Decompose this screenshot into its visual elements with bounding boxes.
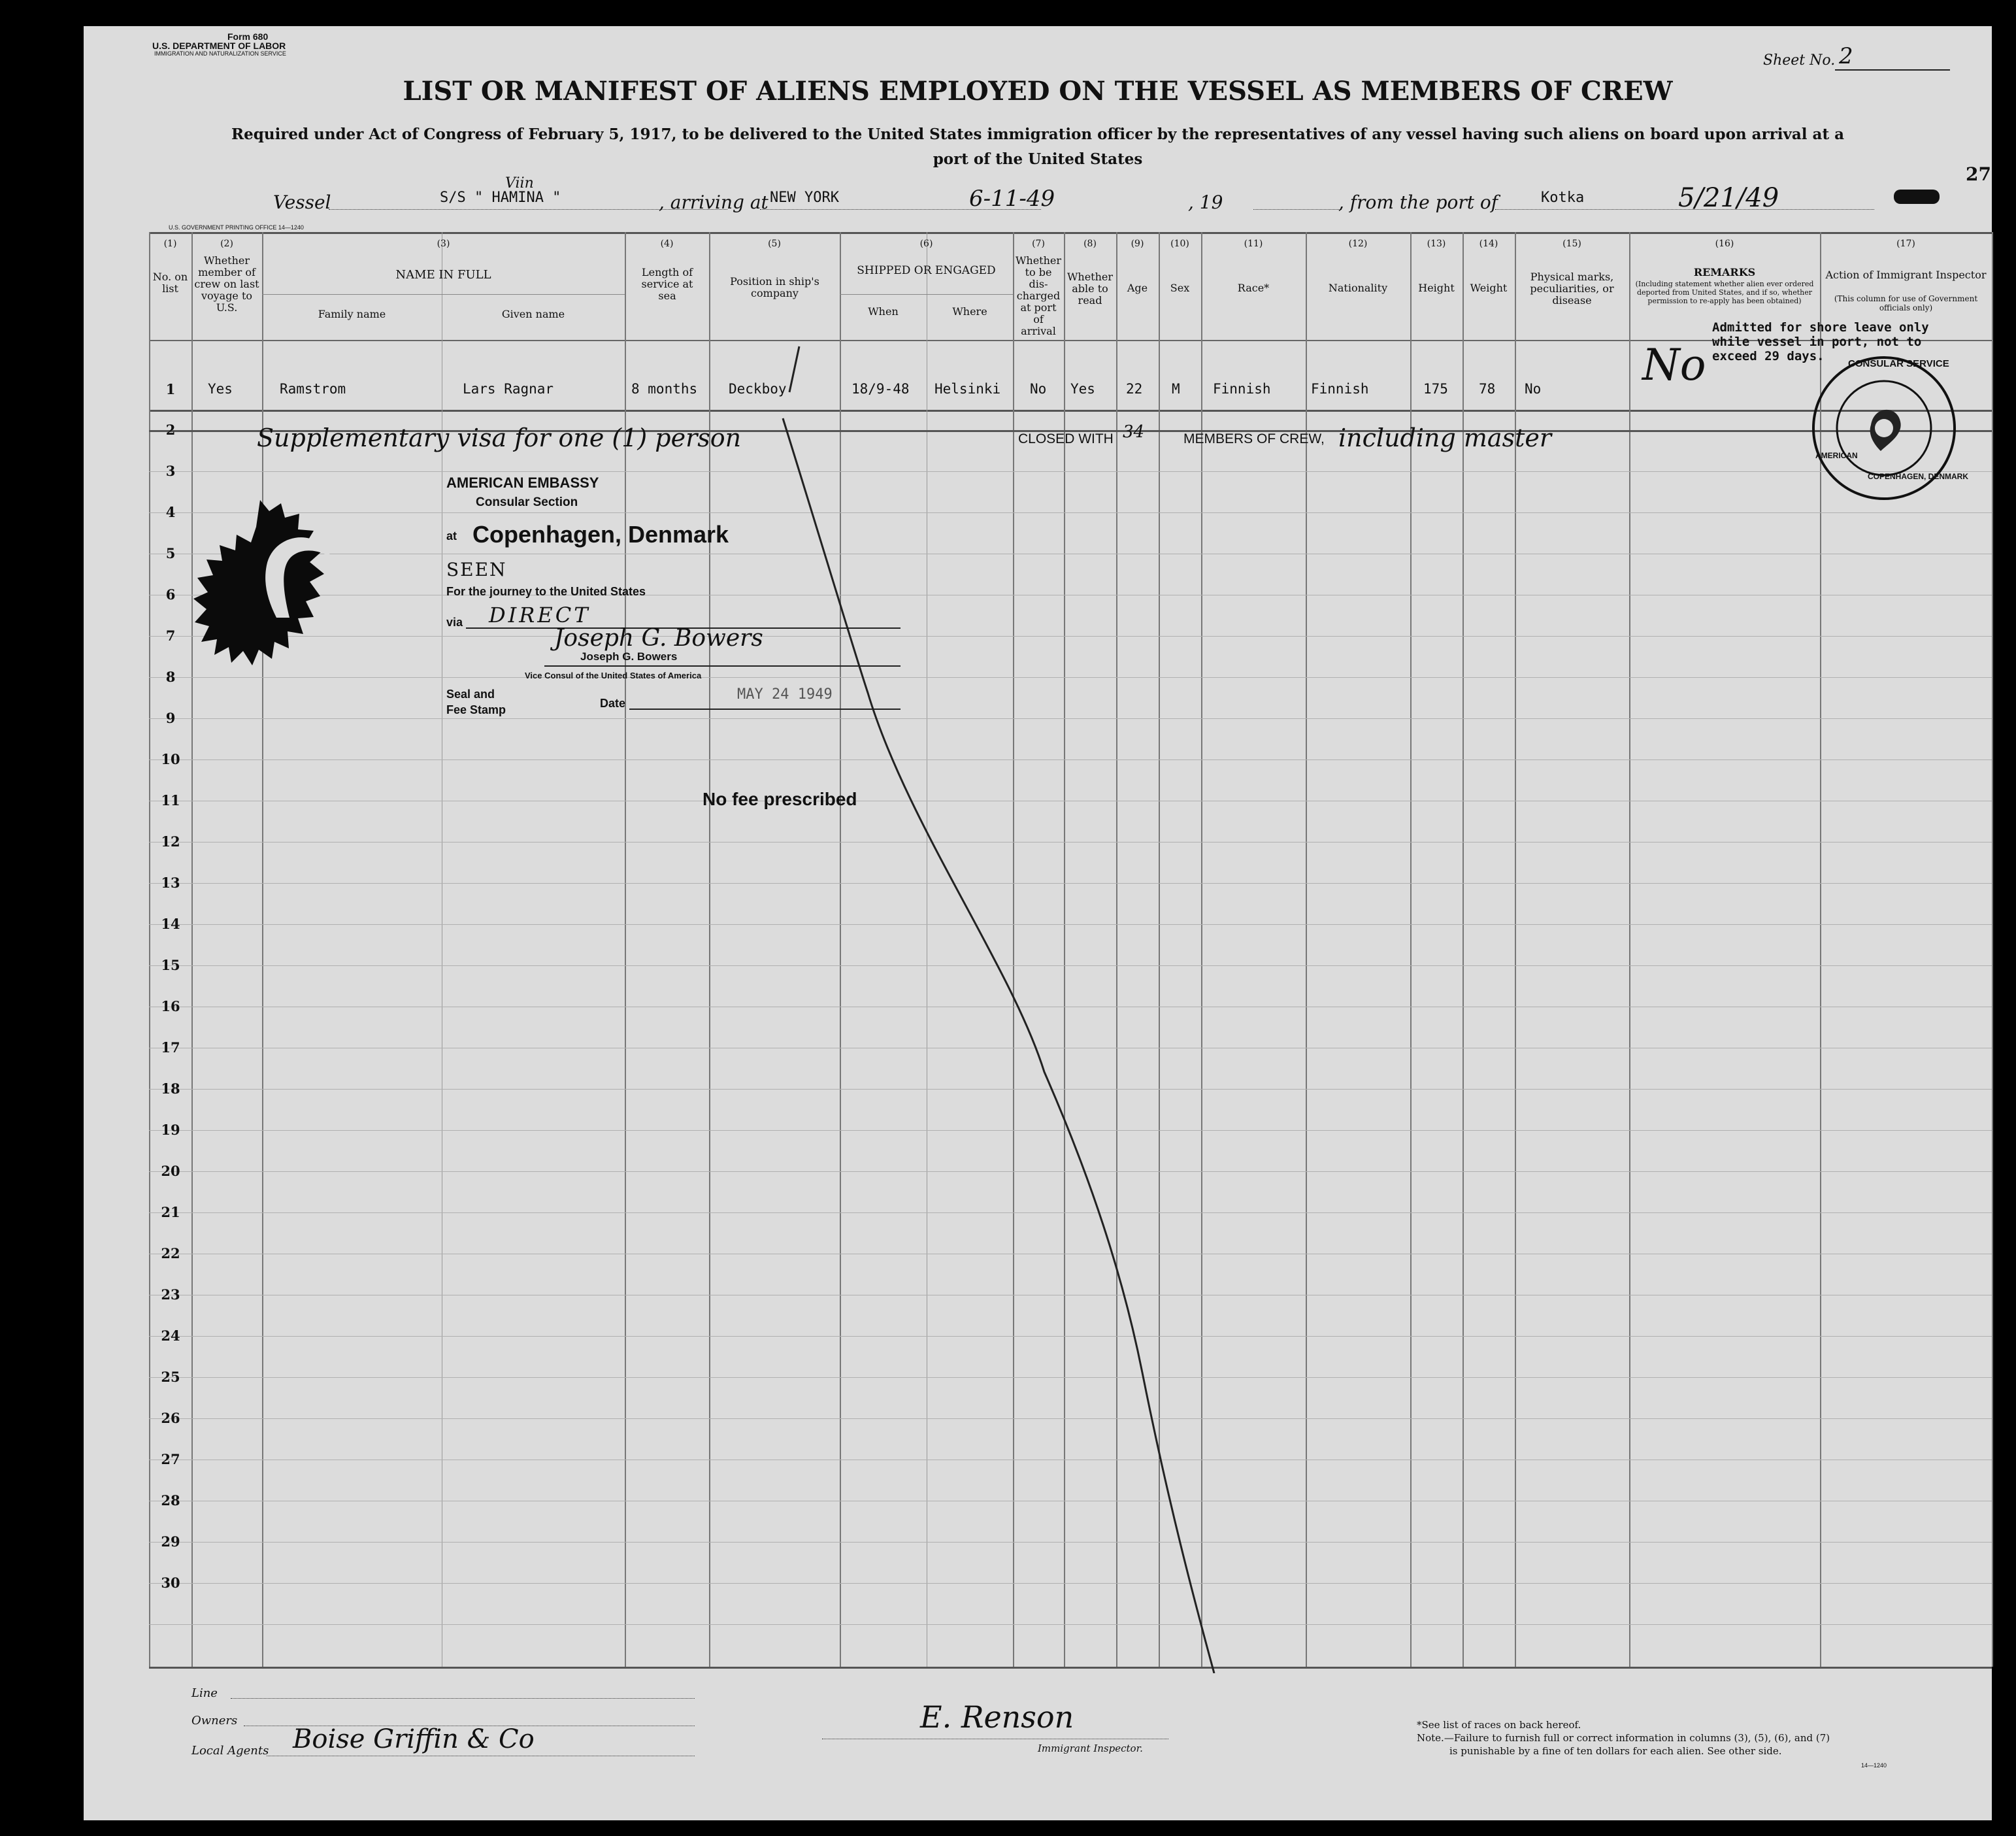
header-able-to-read: Whether able to read bbox=[1066, 271, 1114, 307]
row-number: 6 bbox=[165, 586, 176, 603]
header-given-name: Given name bbox=[501, 308, 565, 320]
cell-shipped-where: Helsinki bbox=[934, 381, 1001, 397]
consul-signature: Joseph G. Bowers bbox=[554, 625, 763, 652]
service-name: IMMIGRATION AND NATURALIZATION SERVICE bbox=[154, 50, 286, 57]
stamp-date: MAY 24 1949 bbox=[737, 686, 833, 703]
subtitle-line-2: port of the United States bbox=[933, 150, 1143, 168]
seal-text-right: COPENHAGEN, DENMARK bbox=[1868, 472, 1969, 481]
action-note-line-2: while vessel in port, not to bbox=[1712, 335, 1922, 349]
printing-office: U.S. GOVERNMENT PRINTING OFFICE 14—1240 bbox=[169, 224, 304, 231]
row-number: 25 bbox=[161, 1369, 180, 1385]
col-number: (11) bbox=[1244, 239, 1263, 249]
form-code: 14—1240 bbox=[1861, 1762, 1887, 1769]
seal-label-1: Seal and bbox=[446, 688, 495, 701]
manifest-sheet bbox=[84, 26, 1992, 1820]
header-when: When bbox=[868, 305, 899, 318]
seal-label-2: Fee Stamp bbox=[446, 703, 506, 716]
header-weight: Weight bbox=[1470, 282, 1508, 294]
stamp-at-label: at bbox=[446, 529, 457, 542]
department: U.S. DEPARTMENT OF LABOR bbox=[152, 41, 286, 51]
row-number: 15 bbox=[161, 957, 180, 973]
header-family-name: Family name bbox=[318, 308, 386, 320]
row-number: 4 bbox=[165, 504, 176, 520]
vessel-name: S/S " HAMINA " bbox=[440, 190, 561, 206]
header-crew-member: Whether member of crew on last voyage to U.S. bbox=[194, 254, 259, 314]
no-fee-note: No fee prescribed bbox=[702, 789, 857, 809]
col-number: (10) bbox=[1170, 239, 1189, 249]
col-number: (5) bbox=[768, 239, 781, 249]
footnote-penalty-2: is punishable by a fine of ten dollars for each alien. See other side. bbox=[1449, 1745, 1782, 1757]
cell-physical-marks: No bbox=[1525, 381, 1542, 397]
cell-height: 175 bbox=[1423, 381, 1448, 397]
cell-age: 22 bbox=[1126, 381, 1143, 397]
row-number: 30 bbox=[161, 1575, 180, 1591]
cell-given-name: Lars Ragnar bbox=[463, 381, 554, 397]
row-number: 24 bbox=[161, 1327, 180, 1344]
row-number: 14 bbox=[161, 916, 180, 932]
arrival-date: 6-11-49 bbox=[969, 186, 1055, 212]
header-sex: Sex bbox=[1170, 282, 1190, 294]
cell-shipped-when: 18/9-48 bbox=[851, 381, 910, 397]
sheet-number: 2 bbox=[1835, 43, 1950, 71]
col-number: (3) bbox=[437, 239, 450, 249]
closed-with-stamp: CLOSED WITH bbox=[1018, 431, 1114, 446]
subtitle-line-1: Required under Act of Congress of February 5, 1917, to be delivered to the United States immigration officer by the representatives of any vessel having such aliens on board upon arrival at a bbox=[231, 125, 1844, 143]
footer-owners-label: Owners bbox=[191, 1714, 238, 1728]
local-agents-signature: Boise Griffin & Co bbox=[293, 1724, 535, 1754]
col-number: (16) bbox=[1715, 239, 1734, 249]
consul-typed-name: Joseph G. Bowers bbox=[580, 650, 678, 663]
footer-agents-label: Local Agents bbox=[191, 1744, 269, 1758]
row-number: 7 bbox=[165, 627, 176, 644]
header-where: Where bbox=[952, 305, 987, 318]
footnote-penalty-1: Note.—Failure to furnish full or correct information in columns (3), (5), (6), and (7) bbox=[1417, 1732, 1830, 1744]
row-number: 10 bbox=[161, 751, 180, 767]
via-label: via bbox=[446, 616, 463, 629]
header-remarks-note: (Including statement whether alien ever ordered deported from United States, and if so, whether permission to re-apply has been obtained) bbox=[1635, 280, 1814, 305]
supplementary-visa-note: Supplementary visa for one (1) person bbox=[257, 424, 742, 452]
cell-remarks-handwritten: No bbox=[1642, 340, 1706, 390]
ink-blot bbox=[1894, 190, 1940, 204]
row-number: 2 bbox=[165, 422, 176, 438]
embassy-city: Copenhagen, Denmark bbox=[472, 521, 729, 548]
cell-sex: M bbox=[1172, 381, 1180, 397]
form-number: Form 680 bbox=[227, 31, 269, 42]
cell-nationality: Finnish bbox=[1311, 381, 1369, 397]
header-shipped-or-engaged: SHIPPED OR ENGAGED bbox=[857, 264, 996, 277]
seal-text-top: CONSULAR SERVICE bbox=[1848, 358, 1949, 369]
row-number: 18 bbox=[161, 1080, 180, 1097]
consular-section: Consular Section bbox=[476, 495, 578, 509]
row-number: 9 bbox=[165, 710, 176, 726]
via-value: DIRECT bbox=[489, 603, 591, 627]
closed-count: 34 bbox=[1123, 422, 1145, 442]
cell-crew-member: Yes bbox=[208, 381, 233, 397]
col-number: (17) bbox=[1896, 239, 1915, 249]
page-number: 27 bbox=[1966, 163, 1991, 185]
seal-text-left: AMERICAN bbox=[1815, 451, 1858, 460]
col-number: (1) bbox=[163, 239, 177, 249]
cell-family-name: Ramstrom bbox=[280, 381, 346, 397]
header-physical-marks: Physical marks, peculiarities, or disease bbox=[1530, 271, 1614, 307]
departure-date: 5/21/49 bbox=[1678, 183, 1779, 213]
inspector-label: Immigrant Inspector. bbox=[1038, 1743, 1143, 1754]
arriving-label: , arriving at bbox=[659, 192, 768, 213]
cell-discharged: No bbox=[1030, 381, 1047, 397]
col-number: (6) bbox=[919, 239, 933, 249]
row-number: 1 bbox=[165, 381, 176, 397]
row-number: 22 bbox=[161, 1245, 180, 1261]
row-number: 29 bbox=[161, 1533, 180, 1550]
row-number: 3 bbox=[165, 463, 176, 479]
row-number: 13 bbox=[161, 875, 180, 891]
footer-line-label: Line bbox=[191, 1686, 218, 1700]
header-action: Action of Immigrant Inspector bbox=[1825, 269, 1987, 281]
cell-able-to-read: Yes bbox=[1070, 381, 1095, 397]
col-number: (12) bbox=[1348, 239, 1368, 249]
vessel-label: Vessel bbox=[273, 192, 331, 213]
row-number: 28 bbox=[161, 1492, 180, 1509]
row-number: 16 bbox=[161, 998, 180, 1014]
seen-stamp: SEEN bbox=[446, 559, 507, 580]
journey-text: For the journey to the United States bbox=[446, 585, 646, 598]
vessel-handwritten-note: Viin bbox=[505, 175, 534, 192]
row-number: 27 bbox=[161, 1451, 180, 1467]
header-action-note: (This column for use of Government officials only) bbox=[1834, 294, 1978, 312]
page-title: LIST OR MANIFEST OF ALIENS EMPLOYED ON THE VESSEL AS MEMBERS OF CREW bbox=[403, 76, 1673, 107]
arrival-port: NEW YORK bbox=[770, 190, 839, 206]
row-number: 11 bbox=[161, 792, 180, 809]
from-port-label: , from the port of bbox=[1338, 192, 1498, 213]
row-number: 20 bbox=[161, 1163, 180, 1179]
sheet-label: Sheet No. bbox=[1763, 52, 1836, 69]
col-number: (4) bbox=[660, 239, 674, 249]
col-number: (15) bbox=[1562, 239, 1581, 249]
header-position: Position in ship's company bbox=[730, 275, 819, 299]
stamp-date-label: Date bbox=[600, 697, 626, 710]
row-number: 17 bbox=[161, 1039, 180, 1056]
row-number: 5 bbox=[165, 545, 176, 561]
action-note-line-1: Admitted for shore leave only bbox=[1712, 320, 1929, 335]
col-number: (9) bbox=[1131, 239, 1144, 249]
including-master-note: including master bbox=[1338, 424, 1552, 452]
row-number: 8 bbox=[165, 669, 176, 685]
members-of-crew-stamp: MEMBERS OF CREW, bbox=[1183, 431, 1325, 446]
row-number: 19 bbox=[161, 1122, 180, 1138]
year-label: , 19 bbox=[1188, 192, 1223, 213]
header-remarks: REMARKS bbox=[1693, 266, 1756, 278]
pen-stroke bbox=[672, 327, 1325, 1673]
col-number: (13) bbox=[1427, 239, 1446, 249]
header-no-on-list: No. on list bbox=[152, 271, 188, 295]
inspector-signature: E. Renson bbox=[920, 1699, 1074, 1735]
cell-race: Finnish bbox=[1213, 381, 1271, 397]
cell-position: Deckboy bbox=[729, 381, 787, 397]
action-note-line-3: exceed 29 days. bbox=[1712, 349, 1825, 363]
row-number: 26 bbox=[161, 1410, 180, 1426]
row-number: 23 bbox=[161, 1286, 180, 1303]
col-number: (7) bbox=[1032, 239, 1045, 249]
row-number: 12 bbox=[161, 833, 180, 850]
row-number: 21 bbox=[161, 1204, 180, 1220]
header-name-in-full: NAME IN FULL bbox=[395, 268, 491, 282]
header-age: Age bbox=[1127, 282, 1148, 294]
header-height: Height bbox=[1418, 282, 1455, 294]
col-number: (8) bbox=[1083, 239, 1097, 249]
cell-weight: 78 bbox=[1479, 381, 1496, 397]
col-number: (14) bbox=[1479, 239, 1498, 249]
embassy-name: AMERICAN EMBASSY bbox=[446, 475, 599, 491]
header-discharged: Whether to be dis-charged at port of arrival bbox=[1015, 254, 1062, 337]
header-nationality: Nationality bbox=[1328, 282, 1388, 294]
departure-port: Kotka bbox=[1541, 190, 1585, 206]
col-number: (2) bbox=[220, 239, 233, 249]
header-length-of-service: Length of service at sea bbox=[641, 266, 693, 302]
cell-service-length: 8 months bbox=[631, 381, 698, 397]
vice-consul-title: Vice Consul of the United States of America bbox=[525, 671, 702, 680]
seal-inner-mark bbox=[254, 526, 339, 624]
footnote-races: *See list of races on back hereof. bbox=[1417, 1719, 1581, 1731]
header-race: Race* bbox=[1237, 282, 1270, 294]
